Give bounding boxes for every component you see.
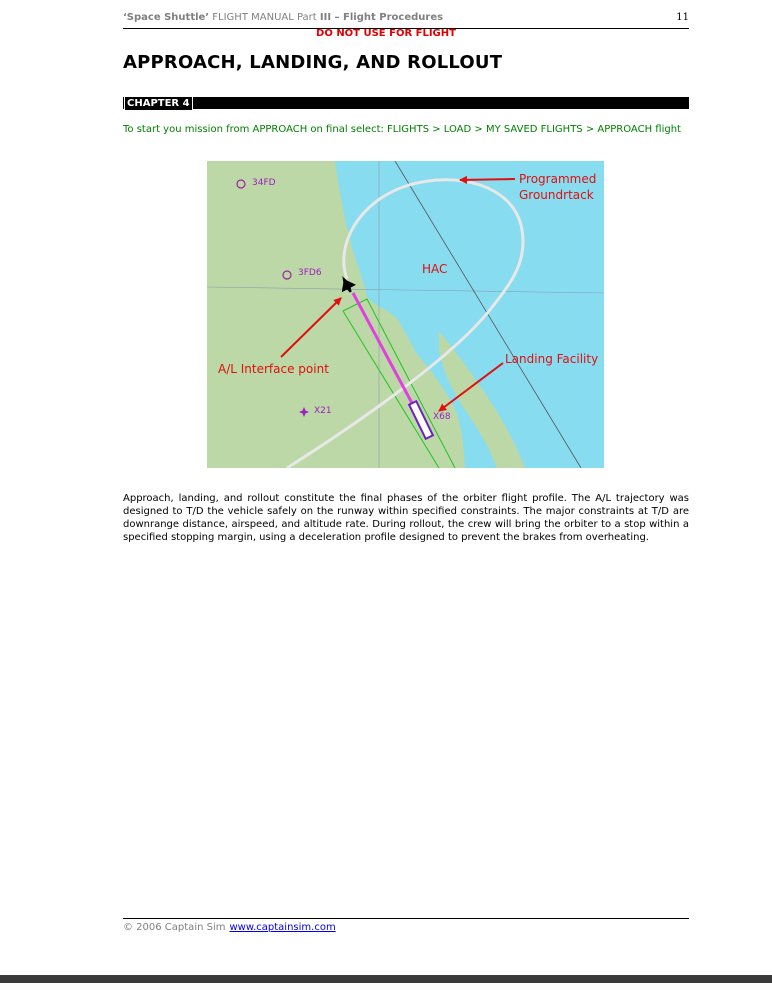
approach-map-figure (207, 161, 604, 468)
page-number: 11 (676, 12, 689, 23)
airport-label: 34FD (252, 178, 276, 188)
body-paragraph: Approach, landing, and rollout constitute the final phases of the orbiter flight profile. The A/L trajectory was designed to T/D the vehicle safely on the runway within specified constraints. The major constraints at T/D are downrange distance, airspeed, and altitude rate. During rollout, the crew will bring the orbiter to a stop within a specified stopping margin, using a deceleration profile designed to prevent the brakes from overheating. (123, 493, 689, 543)
header-title-middle: FLIGHT MANUAL Part (209, 12, 320, 23)
footer-copyright: © 2006 Captain Sim (123, 922, 226, 933)
intro-instruction: To start you mission from APPROACH on final select: FLIGHTS > LOAD > MY SAVED FLIGHTS > APPROACH flight (123, 124, 681, 135)
header-title-section: – Flight Procedures (331, 12, 444, 23)
page-header (123, 12, 689, 29)
airport-label: 3FD6 (298, 268, 322, 278)
hac-label: HAC (422, 262, 448, 276)
header-title-part: III (319, 12, 332, 23)
groundtrack-arrow (460, 179, 515, 180)
header-title (123, 12, 443, 23)
page-title: APPROACH, LANDING, AND ROLLOUT (123, 52, 503, 73)
groundtrack-label: Programmed (519, 172, 597, 186)
interface-label: A/L Interface point (218, 362, 329, 376)
viewer-bottom-bar (0, 975, 772, 983)
chapter-bar (123, 97, 689, 109)
footer-website-link[interactable]: www.captainsim.com (229, 922, 336, 933)
runway-label: X68 (433, 412, 451, 422)
header-title-quoted: ‘Space Shuttle’ (123, 12, 210, 23)
landing-label: Landing Facility (505, 352, 599, 366)
flight-warning: DO NOT USE FOR FLIGHT (316, 28, 456, 39)
groundtrack-label: Groundrtack (519, 188, 594, 202)
chapter-label: CHAPTER 4 (124, 96, 193, 110)
footer-copyright-line (123, 922, 336, 933)
page-footer (123, 918, 689, 933)
airport-label: X21 (314, 406, 332, 416)
